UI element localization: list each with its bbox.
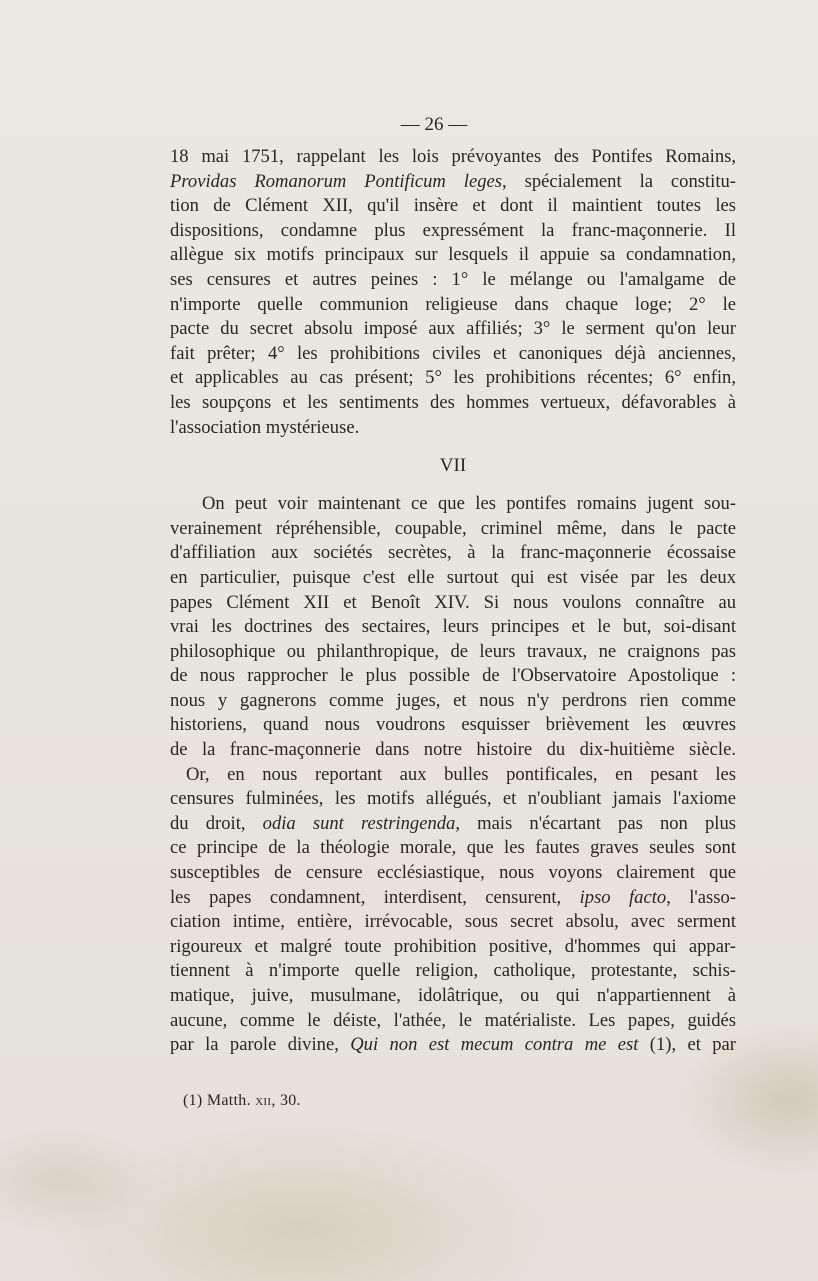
text-line: les soupçons et les sentiments des hommes vertueux, défavorables à — [170, 391, 736, 413]
text-line: papes Clément XII et Benoît XIV. Si nous voulons connaître au — [170, 591, 736, 613]
paragraph-1 — [170, 145, 736, 440]
text-line: ses censures et autres peines : 1° le mélange ou l'amalgame de — [170, 268, 736, 290]
text-line: d'affiliation aux sociétés secrètes, à la franc-maçonnerie écossaise — [170, 542, 736, 564]
text-line: On peut voir maintenant ce que les pontifes romains jugent sou- — [202, 493, 736, 515]
text-line: l'association mystérieuse. — [170, 416, 360, 438]
latin-title: Providas Romanorum Pontificum leges — [170, 170, 502, 192]
text-line: de nous rapprocher le plus possible de l'Observatoire Apostolique : — [170, 665, 736, 687]
text-line: nous y gagnerons comme juges, et nous n'y perdrons rien comme — [170, 689, 736, 711]
text-fragment: , l'asso- — [666, 886, 736, 908]
text-line: aucune, comme le déiste, l'athée, le matérialiste. Les papes, guidés — [170, 1009, 736, 1031]
text-line: Or, en nous reportant aux bulles pontificales, en pesant les — [186, 763, 736, 785]
text-line — [170, 812, 736, 837]
footnote-text: (1) Matth. — [183, 1092, 256, 1109]
text-line: dispositions, condamne plus expressément la franc-maçonnerie. Il — [170, 219, 736, 241]
text-line: rigoureux et malgré toute prohibition positive, d'hommes qui appar- — [170, 935, 736, 957]
text-line: fait prêter; 4° les prohibitions civiles et canoniques déjà anciennes, — [170, 342, 736, 364]
latin-phrase: Qui non est mecum contra me est — [350, 1034, 639, 1056]
text-line: ce principe de la théologie morale, que les fautes graves seules sont — [170, 837, 736, 859]
text-fragment: du droit, — [170, 812, 263, 834]
footnote-text: , 30. — [271, 1092, 301, 1109]
text-line: historiens, quand nous voudrons esquisser brièvement les œuvres — [170, 714, 736, 736]
text-line: en particulier, puisque c'est elle surtout qui est visée par les deux — [170, 566, 736, 588]
paragraph-2 — [170, 492, 736, 763]
footnote — [183, 1092, 301, 1110]
text-line: 18 mai 1751, rappelant les lois prévoyantes des Pontifes Romains, — [170, 146, 736, 167]
text-line: philosophique ou philanthropique, de leurs travaux, ne craignons pas — [170, 640, 736, 662]
text-fragment: , mais n'écartant pas non plus — [455, 812, 736, 834]
paragraph-3 — [170, 763, 736, 1058]
text-line: allègue six motifs principaux sur lesquels il appuie sa condamnation, — [170, 244, 736, 266]
text-line: n'importe quelle communion religieuse dans chaque loge; 2° le — [170, 293, 736, 315]
latin-phrase: ipso facto — [579, 886, 667, 908]
text-line: matique, juive, musulmane, idolâtrique, ou qui n'appartiennent à — [170, 985, 736, 1006]
text-line — [170, 886, 736, 911]
page-number: — 26 — — [400, 114, 468, 135]
latin-phrase: odia sunt restringenda — [262, 812, 456, 834]
text-line: tiennent à n'importe quelle religion, catholique, protestante, schis- — [170, 960, 736, 982]
body-text — [170, 145, 736, 1058]
text-fragment: les papes condamnent, interdisent, censurent, — [170, 886, 580, 908]
text-line: ciation intime, entière, irrévocable, sous secret absolu, avec serment — [170, 911, 736, 933]
text-line: tion de Clément XII, qu'il insère et dont il maintient toutes les — [170, 195, 736, 217]
text-fragment: par la parole divine, — [170, 1034, 351, 1056]
section-heading: VII — [439, 455, 467, 477]
text-line: verainement répréhensible, coupable, criminel même, dans le pacte — [170, 517, 736, 539]
text-line — [170, 1033, 736, 1058]
text-line: et applicables au cas présent; 5° les prohibitions récentes; 6° enfin, — [170, 367, 736, 389]
text-line: pacte du secret absolu imposé aux affiliés; 3° le serment qu'on leur — [170, 318, 736, 340]
text-line: susceptibles de censure ecclésiastique, nous voyons clairement que — [170, 862, 736, 884]
text-line: de la franc-maçonnerie dans notre histoire du dix-huitième siècle. — [170, 739, 736, 761]
text-line: vrai les doctrines des sectaires, leurs principes et le but, soi-disant — [170, 616, 736, 638]
footnote-reference: (1), et par — [638, 1034, 736, 1056]
footnote-chapter: xii — [255, 1092, 272, 1109]
text-line — [170, 170, 736, 195]
text-line: censures fulminées, les motifs allégués, et n'oubliant jamais l'axiome — [170, 788, 736, 810]
text-fragment: , spécialement la constitu- — [502, 170, 737, 192]
